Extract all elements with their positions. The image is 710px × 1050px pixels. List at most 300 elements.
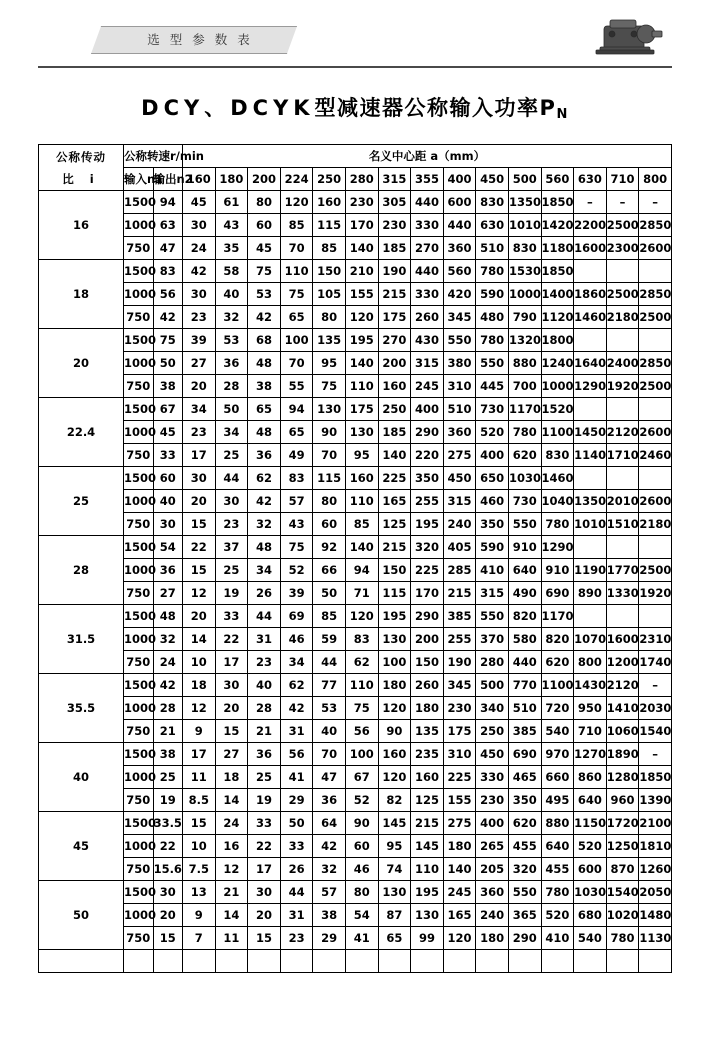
- table-row: [39, 237, 672, 260]
- power-cell: 860: [574, 766, 607, 789]
- power-cell: 77: [313, 674, 346, 697]
- power-rating-table: [38, 144, 672, 973]
- power-cell: 12: [183, 697, 216, 720]
- power-cell: 34: [280, 651, 313, 674]
- power-cell: 830: [541, 444, 574, 467]
- output-speed-cell: 19: [153, 789, 183, 812]
- power-cell: 175: [345, 398, 378, 421]
- table-row: [39, 513, 672, 536]
- power-cell: 75: [345, 697, 378, 720]
- power-cell: 275: [443, 812, 476, 835]
- power-cell: 120: [280, 191, 313, 214]
- power-cell: 70: [280, 352, 313, 375]
- power-cell: 34: [248, 559, 281, 582]
- power-cell: 1480: [639, 904, 672, 927]
- power-cell: 550: [476, 605, 509, 628]
- gearbox-icon: [590, 14, 666, 60]
- power-cell: 730: [476, 398, 509, 421]
- power-cell: 53: [215, 329, 248, 352]
- power-cell: 87: [378, 904, 411, 927]
- header-ratio-line2: 比 i: [62, 171, 100, 186]
- power-cell: 140: [443, 858, 476, 881]
- power-cell: 640: [508, 559, 541, 582]
- table-header-row-1: [39, 145, 672, 168]
- power-cell: 780: [606, 927, 639, 950]
- section-tab: [96, 26, 292, 52]
- power-cell: 115: [313, 214, 346, 237]
- input-speed-cell: 1000: [124, 490, 154, 513]
- power-cell: 550: [508, 513, 541, 536]
- table-row: [39, 329, 672, 352]
- power-cell: 1810: [639, 835, 672, 858]
- power-cell: 57: [280, 490, 313, 513]
- power-cell: 225: [411, 559, 444, 582]
- power-cell: 590: [476, 283, 509, 306]
- power-cell: 25: [215, 559, 248, 582]
- power-cell: 250: [378, 398, 411, 421]
- output-speed-cell: 24: [153, 651, 183, 674]
- power-cell: 1890: [606, 743, 639, 766]
- power-cell: 315: [411, 352, 444, 375]
- power-cell: 2010: [606, 490, 639, 513]
- power-cell: 450: [443, 467, 476, 490]
- power-cell: 245: [411, 375, 444, 398]
- header-a-800: 800: [639, 168, 672, 191]
- power-cell: 345: [443, 674, 476, 697]
- power-cell: 360: [443, 237, 476, 260]
- power-cell: 145: [378, 812, 411, 835]
- power-cell: 18: [183, 674, 216, 697]
- power-cell: 20: [183, 375, 216, 398]
- header-a-560: 560: [541, 168, 574, 191]
- power-cell: 12: [215, 858, 248, 881]
- output-speed-cell: 33.5: [153, 812, 183, 835]
- power-cell: 26: [280, 858, 313, 881]
- table-row: [39, 559, 672, 582]
- power-cell: 23: [280, 927, 313, 950]
- table-row: [39, 651, 672, 674]
- power-cell: 455: [508, 835, 541, 858]
- power-cell: 20: [183, 490, 216, 513]
- power-cell: 29: [280, 789, 313, 812]
- power-cell: 230: [443, 697, 476, 720]
- power-cell: 115: [378, 582, 411, 605]
- power-cell: 710: [574, 720, 607, 743]
- output-speed-cell: 75: [153, 329, 183, 352]
- power-cell: 67: [345, 766, 378, 789]
- power-cell: 270: [411, 237, 444, 260]
- power-cell: 640: [574, 789, 607, 812]
- power-cell: 75: [280, 283, 313, 306]
- power-cell: 180: [476, 927, 509, 950]
- power-cell: 1920: [639, 582, 672, 605]
- power-cell: 370: [476, 628, 509, 651]
- power-cell: 32: [248, 513, 281, 536]
- power-cell: 450: [476, 743, 509, 766]
- power-cell: 10: [183, 651, 216, 674]
- empty-cell: [124, 950, 154, 973]
- empty-cell: [378, 950, 411, 973]
- power-cell: 75: [280, 536, 313, 559]
- power-cell: 340: [476, 697, 509, 720]
- power-cell: –: [574, 191, 607, 214]
- power-cell: 780: [476, 260, 509, 283]
- power-cell: 1460: [574, 306, 607, 329]
- empty-cell: [574, 950, 607, 973]
- empty-cell: [248, 950, 281, 973]
- power-cell: 230: [378, 214, 411, 237]
- table-row: [39, 375, 672, 398]
- power-cell: 2500: [639, 306, 672, 329]
- power-cell: 405: [443, 536, 476, 559]
- output-speed-cell: 38: [153, 743, 183, 766]
- power-cell: 510: [443, 398, 476, 421]
- power-cell: 100: [345, 743, 378, 766]
- power-cell: 550: [508, 881, 541, 904]
- power-cell: 190: [378, 260, 411, 283]
- power-cell: 48: [248, 421, 281, 444]
- power-cell: 155: [345, 283, 378, 306]
- power-cell: 19: [248, 789, 281, 812]
- power-cell: 42: [280, 697, 313, 720]
- power-cell: 175: [378, 306, 411, 329]
- power-cell: 830: [476, 191, 509, 214]
- empty-cell: [313, 950, 346, 973]
- power-cell: 200: [411, 628, 444, 651]
- power-cell: 42: [313, 835, 346, 858]
- power-cell: 440: [508, 651, 541, 674]
- power-cell: 11: [183, 766, 216, 789]
- power-cell: 95: [378, 835, 411, 858]
- power-cell: 110: [345, 375, 378, 398]
- table-row: [39, 605, 672, 628]
- input-speed-cell: 1000: [124, 214, 154, 237]
- header-a-160: 160: [183, 168, 216, 191]
- power-cell: 790: [508, 306, 541, 329]
- power-cell: 53: [248, 283, 281, 306]
- power-cell: 62: [248, 467, 281, 490]
- output-speed-cell: 42: [153, 306, 183, 329]
- power-cell: 57: [313, 881, 346, 904]
- input-speed-cell: 1000: [124, 283, 154, 306]
- power-cell: 42: [248, 490, 281, 513]
- power-cell: 1860: [574, 283, 607, 306]
- empty-cell: [606, 950, 639, 973]
- power-cell: 1000: [508, 283, 541, 306]
- power-cell: 82: [378, 789, 411, 812]
- power-cell: 33: [280, 835, 313, 858]
- header-ratio-line1: 公称传动: [56, 149, 106, 164]
- power-cell: 69: [280, 605, 313, 628]
- power-cell: 550: [476, 352, 509, 375]
- power-cell: 1270: [574, 743, 607, 766]
- input-speed-cell: 1000: [124, 766, 154, 789]
- power-cell: 780: [541, 513, 574, 536]
- table-row: [39, 191, 672, 214]
- power-cell: 305: [378, 191, 411, 214]
- power-cell: 160: [378, 743, 411, 766]
- power-cell: 14: [215, 904, 248, 927]
- power-cell: 61: [215, 191, 248, 214]
- header-a-224: 224: [280, 168, 313, 191]
- power-cell: 33: [248, 812, 281, 835]
- power-cell: [574, 536, 607, 559]
- power-cell: 620: [508, 444, 541, 467]
- input-speed-cell: 1000: [124, 559, 154, 582]
- power-cell: 2310: [639, 628, 672, 651]
- power-cell: 21: [215, 881, 248, 904]
- table-row: [39, 306, 672, 329]
- input-speed-cell: 750: [124, 720, 154, 743]
- power-cell: 38: [248, 375, 281, 398]
- output-speed-cell: 63: [153, 214, 183, 237]
- power-cell: 380: [443, 352, 476, 375]
- power-cell: 150: [378, 559, 411, 582]
- power-cell: 320: [508, 858, 541, 881]
- power-cell: 165: [443, 904, 476, 927]
- table-head: [39, 145, 672, 191]
- power-cell: 49: [280, 444, 313, 467]
- output-speed-cell: 40: [153, 490, 183, 513]
- power-cell: 445: [476, 375, 509, 398]
- power-cell: 365: [508, 904, 541, 927]
- power-cell: 1260: [639, 858, 672, 881]
- input-speed-cell: 1500: [124, 743, 154, 766]
- power-cell: 33: [215, 605, 248, 628]
- power-cell: 30: [183, 467, 216, 490]
- power-cell: 440: [411, 191, 444, 214]
- power-cell: 150: [411, 651, 444, 674]
- power-cell: 130: [378, 628, 411, 651]
- power-cell: 770: [508, 674, 541, 697]
- power-cell: 32: [215, 306, 248, 329]
- page-title-lead: DCY、DCYK: [141, 96, 315, 120]
- power-cell: 75: [248, 260, 281, 283]
- power-cell: 18: [215, 766, 248, 789]
- power-cell: 290: [508, 927, 541, 950]
- power-cell: 320: [411, 536, 444, 559]
- input-speed-cell: 1500: [124, 812, 154, 835]
- table-row: [39, 421, 672, 444]
- output-speed-cell: 30: [153, 513, 183, 536]
- power-cell: 110: [345, 490, 378, 513]
- power-cell: 62: [345, 651, 378, 674]
- table-row: [39, 697, 672, 720]
- power-cell: 10: [183, 835, 216, 858]
- power-cell: 1540: [639, 720, 672, 743]
- power-cell: 720: [541, 697, 574, 720]
- power-cell: 23: [215, 513, 248, 536]
- power-cell: 45: [248, 237, 281, 260]
- header-a-250: 250: [313, 168, 346, 191]
- output-speed-cell: 56: [153, 283, 183, 306]
- output-speed-cell: 28: [153, 697, 183, 720]
- power-cell: 140: [345, 352, 378, 375]
- power-cell: 28: [215, 375, 248, 398]
- power-cell: 62: [280, 674, 313, 697]
- power-cell: 80: [313, 306, 346, 329]
- power-cell: [574, 260, 607, 283]
- power-cell: 660: [541, 766, 574, 789]
- power-cell: 1040: [541, 490, 574, 513]
- table-row-empty: [39, 950, 672, 973]
- output-speed-cell: 47: [153, 237, 183, 260]
- power-cell: 65: [280, 306, 313, 329]
- header-a-710: 710: [606, 168, 639, 191]
- ratio-cell: 31.5: [39, 605, 124, 674]
- power-cell: 70: [313, 444, 346, 467]
- ratio-cell: 25: [39, 467, 124, 536]
- table-row: [39, 881, 672, 904]
- power-cell: 50: [280, 812, 313, 835]
- power-cell: 950: [574, 697, 607, 720]
- power-cell: 1640: [574, 352, 607, 375]
- power-cell: 290: [411, 421, 444, 444]
- power-cell: 160: [378, 375, 411, 398]
- power-cell: 80: [345, 881, 378, 904]
- power-cell: 1800: [541, 329, 574, 352]
- power-cell: 70: [313, 743, 346, 766]
- power-cell: 27: [215, 743, 248, 766]
- empty-cell: [153, 950, 183, 973]
- power-cell: 99: [411, 927, 444, 950]
- power-cell: 235: [411, 743, 444, 766]
- power-cell: 460: [476, 490, 509, 513]
- power-cell: 410: [541, 927, 574, 950]
- power-cell: 1400: [541, 283, 574, 306]
- power-cell: 1100: [541, 421, 574, 444]
- power-cell: 8.5: [183, 789, 216, 812]
- power-cell: 560: [443, 260, 476, 283]
- power-cell: 290: [411, 605, 444, 628]
- power-cell: 40: [215, 283, 248, 306]
- power-cell: 510: [476, 237, 509, 260]
- power-cell: 125: [411, 789, 444, 812]
- header-input-speed: 输入n1: [124, 168, 154, 191]
- input-speed-cell: 750: [124, 237, 154, 260]
- power-cell: 540: [574, 927, 607, 950]
- power-cell: 890: [574, 582, 607, 605]
- power-cell: 13: [183, 881, 216, 904]
- power-cell: 1150: [574, 812, 607, 835]
- table-row: [39, 398, 672, 421]
- power-cell: 30: [183, 214, 216, 237]
- power-cell: 1850: [541, 191, 574, 214]
- table-row: [39, 490, 672, 513]
- power-cell: 11: [215, 927, 248, 950]
- output-speed-cell: 30: [153, 881, 183, 904]
- output-speed-cell: 48: [153, 605, 183, 628]
- power-cell: 15: [215, 720, 248, 743]
- power-cell: 7.5: [183, 858, 216, 881]
- power-cell: 820: [541, 628, 574, 651]
- input-speed-cell: 750: [124, 858, 154, 881]
- power-cell: 275: [443, 444, 476, 467]
- power-cell: 2600: [639, 421, 672, 444]
- power-cell: [639, 467, 672, 490]
- power-cell: 40: [248, 674, 281, 697]
- power-cell: 540: [541, 720, 574, 743]
- power-cell: [574, 467, 607, 490]
- power-cell: 400: [476, 444, 509, 467]
- power-cell: 260: [411, 306, 444, 329]
- input-speed-cell: 750: [124, 789, 154, 812]
- header-a-450: 450: [476, 168, 509, 191]
- table-row: [39, 743, 672, 766]
- empty-cell: [280, 950, 313, 973]
- power-cell: 1240: [541, 352, 574, 375]
- power-cell: 880: [508, 352, 541, 375]
- power-cell: 650: [476, 467, 509, 490]
- page-title-subscript: N: [556, 107, 569, 122]
- table-row: [39, 352, 672, 375]
- power-cell: 1060: [606, 720, 639, 743]
- input-speed-cell: 750: [124, 306, 154, 329]
- power-cell: 2100: [639, 812, 672, 835]
- input-speed-cell: 1000: [124, 835, 154, 858]
- header-ratio: [39, 145, 124, 191]
- power-cell: 14: [183, 628, 216, 651]
- output-speed-cell: 42: [153, 674, 183, 697]
- power-cell: 270: [378, 329, 411, 352]
- power-cell: [574, 398, 607, 421]
- power-cell: 64: [313, 812, 346, 835]
- power-cell: 58: [215, 260, 248, 283]
- power-cell: 280: [476, 651, 509, 674]
- power-cell: 910: [508, 536, 541, 559]
- power-cell: –: [639, 743, 672, 766]
- power-cell: 215: [378, 283, 411, 306]
- power-cell: 1290: [541, 536, 574, 559]
- power-cell: [606, 536, 639, 559]
- power-cell: 44: [280, 881, 313, 904]
- power-cell: 360: [443, 421, 476, 444]
- power-cell: 110: [345, 674, 378, 697]
- table-row: [39, 904, 672, 927]
- power-cell: 1320: [508, 329, 541, 352]
- input-speed-cell: 1500: [124, 398, 154, 421]
- power-cell: [639, 536, 672, 559]
- power-cell: 36: [313, 789, 346, 812]
- power-cell: 315: [443, 490, 476, 513]
- power-cell: 120: [345, 306, 378, 329]
- power-cell: 215: [411, 812, 444, 835]
- power-cell: 255: [411, 490, 444, 513]
- power-cell: [639, 605, 672, 628]
- power-cell: 580: [508, 628, 541, 651]
- output-speed-cell: 60: [153, 467, 183, 490]
- power-cell: 15: [183, 812, 216, 835]
- power-cell: [574, 605, 607, 628]
- output-speed-cell: 32: [153, 628, 183, 651]
- power-cell: 550: [443, 329, 476, 352]
- power-cell: 225: [443, 766, 476, 789]
- power-cell: 1290: [574, 375, 607, 398]
- power-cell: 17: [183, 743, 216, 766]
- power-cell: 68: [248, 329, 281, 352]
- power-cell: 23: [248, 651, 281, 674]
- page-header: [38, 0, 672, 70]
- input-speed-cell: 750: [124, 375, 154, 398]
- empty-cell: [476, 950, 509, 973]
- power-cell: 46: [345, 858, 378, 881]
- input-speed-cell: 1500: [124, 260, 154, 283]
- power-cell: 1180: [541, 237, 574, 260]
- power-cell: 1010: [508, 214, 541, 237]
- input-speed-cell: 750: [124, 444, 154, 467]
- power-cell: 1600: [574, 237, 607, 260]
- power-cell: 2120: [606, 421, 639, 444]
